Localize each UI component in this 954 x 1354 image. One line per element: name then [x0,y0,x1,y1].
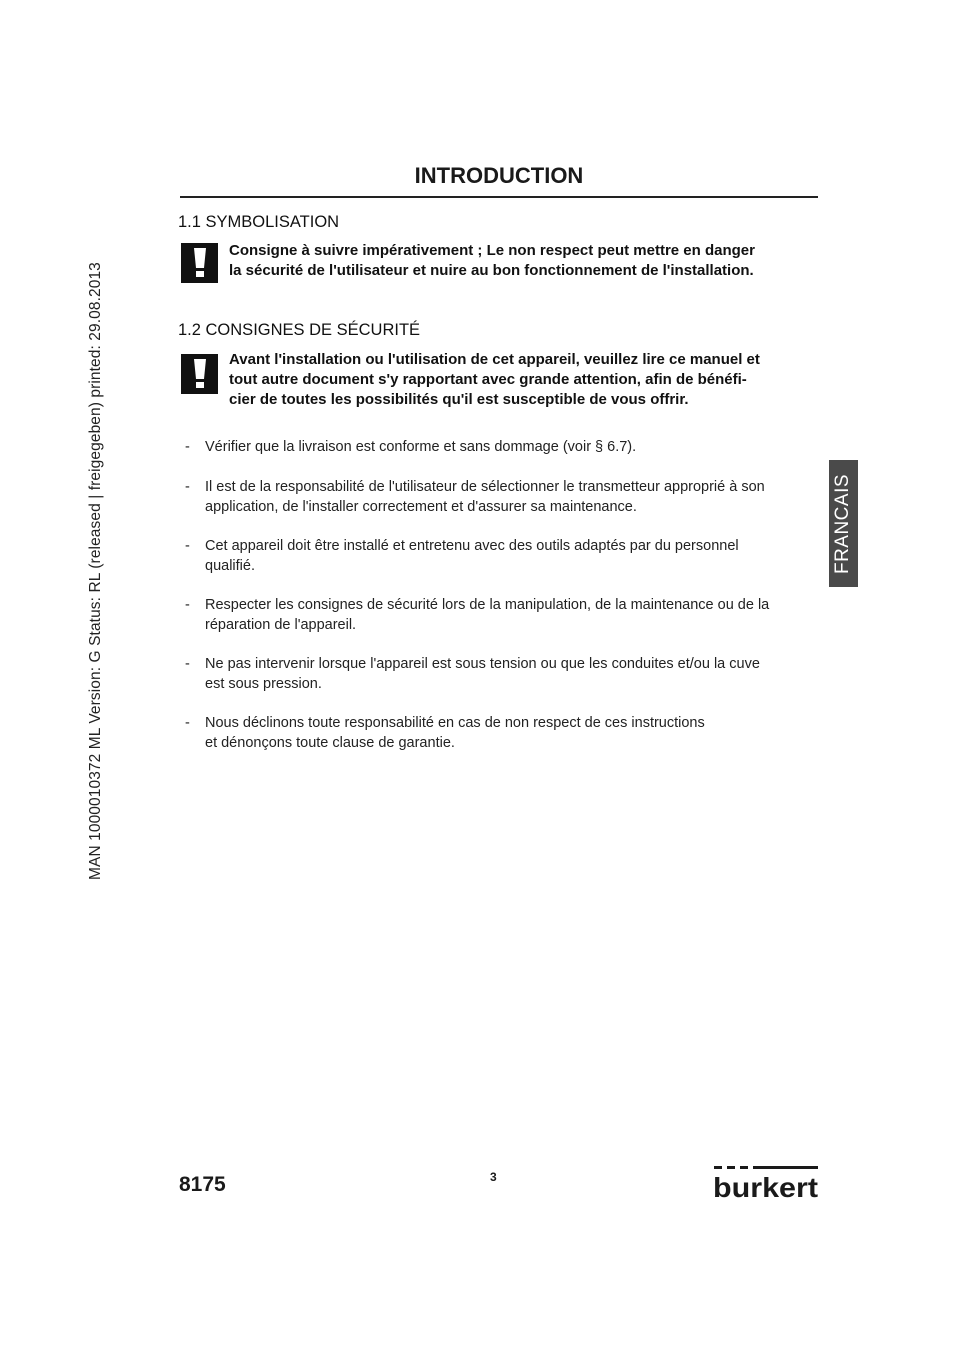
burkert-logo [713,1164,819,1205]
exclamation-icon [181,243,218,283]
list-dash: - [185,439,190,455]
warning-line: tout autre document s'y rapportant avec grande attention, afin de bénéfi- [229,371,747,388]
title-divider [180,196,818,198]
list-item [185,713,705,753]
list-item [185,536,739,576]
section-heading-symbolisation: 1.1 SYMBOLISATION [178,213,340,231]
svg-text:burkert: burkert [713,1172,818,1200]
list-item-line: Nous déclinons toute responsabilité en cas de non respect de ces instructions [205,715,705,731]
list-item [185,437,636,457]
list-item [185,595,769,635]
list-item-line: Il est de la responsabilité de l'utilisateur de sélectionner le transmetteur approprié à son [205,479,765,495]
list-item-line: est sous pression. [205,676,322,692]
list-item-line: Vérifier que la livraison est conforme et sans dommage (voir § 6.7). [205,439,637,455]
list-item-line: Cet appareil doit être installé et entretenu avec des outils adaptés par du personnel [205,538,739,554]
list-item-line: Respecter les consignes de sécurité lors de la manipulation, de la maintenance ou de la [205,597,770,613]
language-tab-label: FRANCAIS [832,473,854,574]
list-item-line: réparation de l'appareil. [205,617,357,633]
list-item [185,477,765,517]
warning-line: Consigne à suivre impérativement ; Le non respect peut mettre en danger [229,242,755,259]
document-metadata: MAN 1000010372 ML Version: G Status: RL (released | freigegeben) printed: 29.08.2013 [87,262,104,880]
warning-line: cier de toutes les possibilités qu'il est susceptible de vous offrir. [229,391,689,408]
page-title: INTRODUCTION [414,163,584,188]
section-heading-safety: 1.2 CONSIGNES DE SÉCURITÉ [178,321,421,339]
warning-text-symbolisation [229,241,829,281]
list-item-line: qualifié. [205,558,255,574]
warning-line: la sécurité de l'utilisateur et nuire au bon fonctionnement de l'installation. [229,262,754,279]
list-item [185,654,760,694]
list-dash: - [185,656,190,672]
page-number: 3 [490,1170,497,1184]
language-tab [829,460,858,587]
warning-text-safety [229,350,829,410]
list-item-line: Ne pas intervenir lorsque l'appareil est sous tension ou que les conduites et/ou la cuve [205,656,760,672]
list-dash: - [185,597,190,613]
warning-line: Avant l'installation ou l'utilisation de cet appareil, veuillez lire ce manuel et [229,351,760,368]
list-dash: - [185,715,190,731]
exclamation-icon [181,354,218,394]
list-dash: - [185,479,190,495]
list-dash: - [185,538,190,554]
product-number: 8175 [179,1173,226,1196]
list-item-line: application, de l'installer correctement et d'assurer sa maintenance. [205,499,637,515]
list-item-line: et dénonçons toute clause de garantie. [205,735,455,751]
